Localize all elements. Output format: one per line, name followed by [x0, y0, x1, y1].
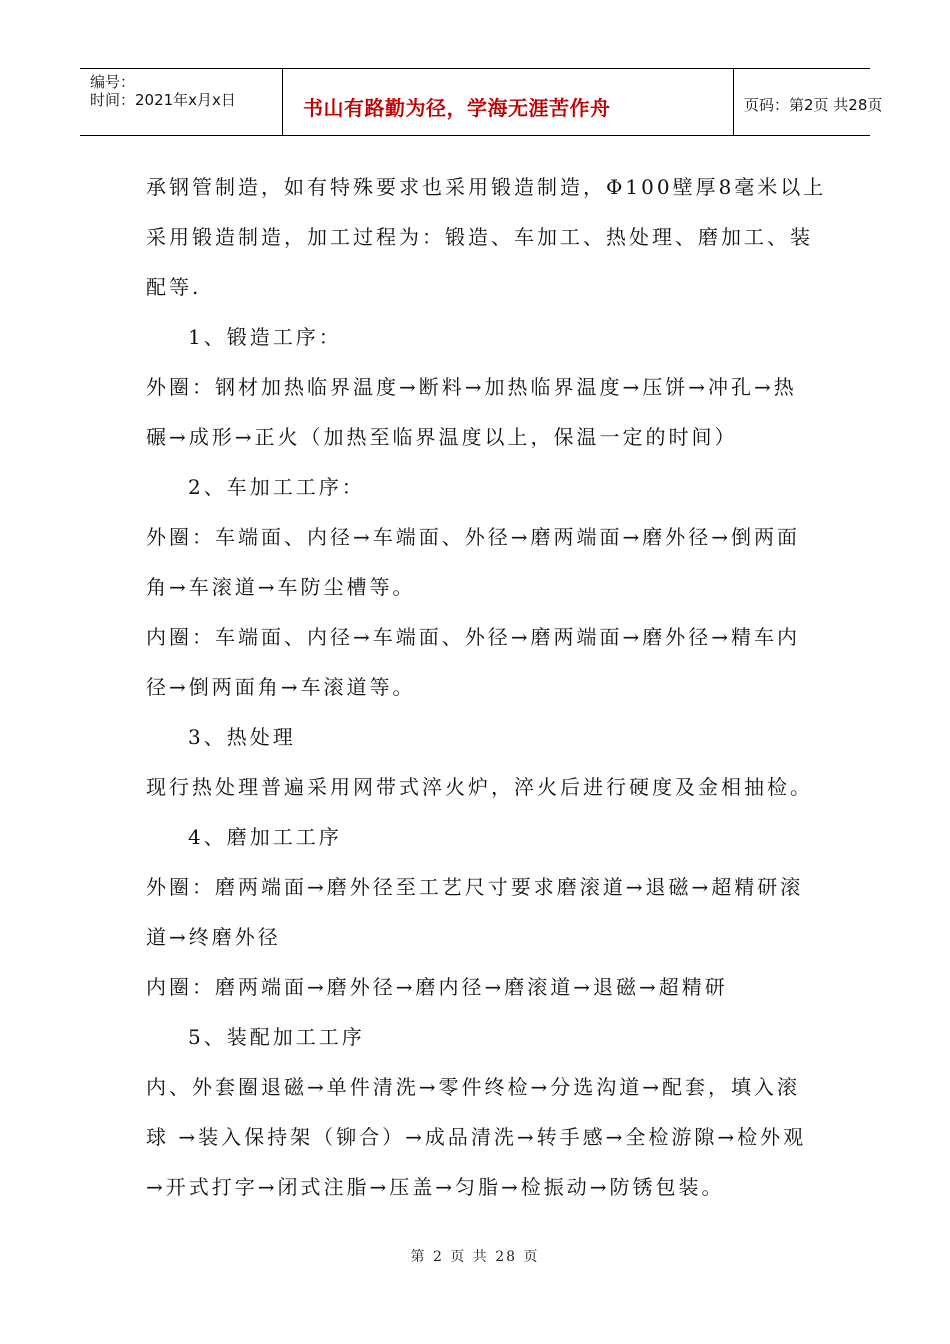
body-line: 径→倒两面角→车滚道等。: [146, 675, 416, 699]
page-label: 页码：第2页 共28页: [744, 96, 883, 114]
body-line: 外圈：磨两端面→磨外径至工艺尺寸要求磨滚道→退磁→超精研滚: [146, 875, 804, 899]
body-line: 配等.: [146, 275, 202, 299]
number-label: 编号：: [90, 73, 136, 91]
body-line: →开式打字→闭式注脂→压盖→匀脂→检振动→防锈包装。: [146, 1175, 725, 1199]
body-line: 碾→成形→正火（加热至临界温度以上，保温一定的时间）: [146, 425, 738, 449]
section-heading: 1、锻造工序：: [188, 325, 342, 349]
body-line: 外圈：车端面、内径→车端面、外径→磨两端面→磨外径→倒两面: [146, 525, 801, 549]
page-footer: 第 2 页 共 28 页: [410, 1249, 540, 1265]
body-line: 球 →装入保持架（铆合）→成品清洗→转手感→全检游隙→检外观: [146, 1125, 807, 1149]
header-motto-cell: [282, 69, 734, 135]
body-line: 外圈：钢材加热临界温度→断料→加热临界温度→压饼→冲孔→热: [146, 375, 797, 399]
body-line: 现行热处理普遍采用网带式淬火炉，淬火后进行硬度及金相抽检。: [146, 775, 813, 799]
body-line: 内、外套圈退磁→单件清洗→零件终检→分选沟道→配套，填入滚: [146, 1075, 801, 1099]
body-line: 角→车滚道→车防尘槽等。: [146, 575, 416, 599]
body-line: 内圈：磨两端面→磨外径→磨内径→磨滚道→退磁→超精研: [146, 975, 728, 999]
header-page-cell: [734, 69, 883, 135]
section-heading: 5、装配加工工序: [188, 1025, 365, 1049]
document-body: [146, 162, 826, 1212]
section-heading: 2、车加工工序：: [188, 475, 365, 499]
body-line: 采用锻造制造，加工过程为：锻造、车加工、热处理、磨加工、装: [146, 225, 813, 249]
header-info: [80, 69, 282, 135]
body-line: 内圈：车端面、内径→车端面、外径→磨两端面→磨外径→精车内: [146, 625, 801, 649]
time-label: 时间：2021年x月x日: [90, 91, 236, 109]
body-line: 承钢管制造，如有特殊要求也采用锻造制造，Φ100壁厚8毫米以上: [146, 175, 827, 199]
page-header: [80, 68, 883, 136]
section-heading: 4、磨加工工序: [188, 825, 342, 849]
body-line: 道→终磨外径: [146, 925, 281, 949]
motto: 书山有路勤为径，学海无涯苦作舟: [303, 96, 611, 120]
section-heading: 3、热处理: [188, 725, 296, 749]
